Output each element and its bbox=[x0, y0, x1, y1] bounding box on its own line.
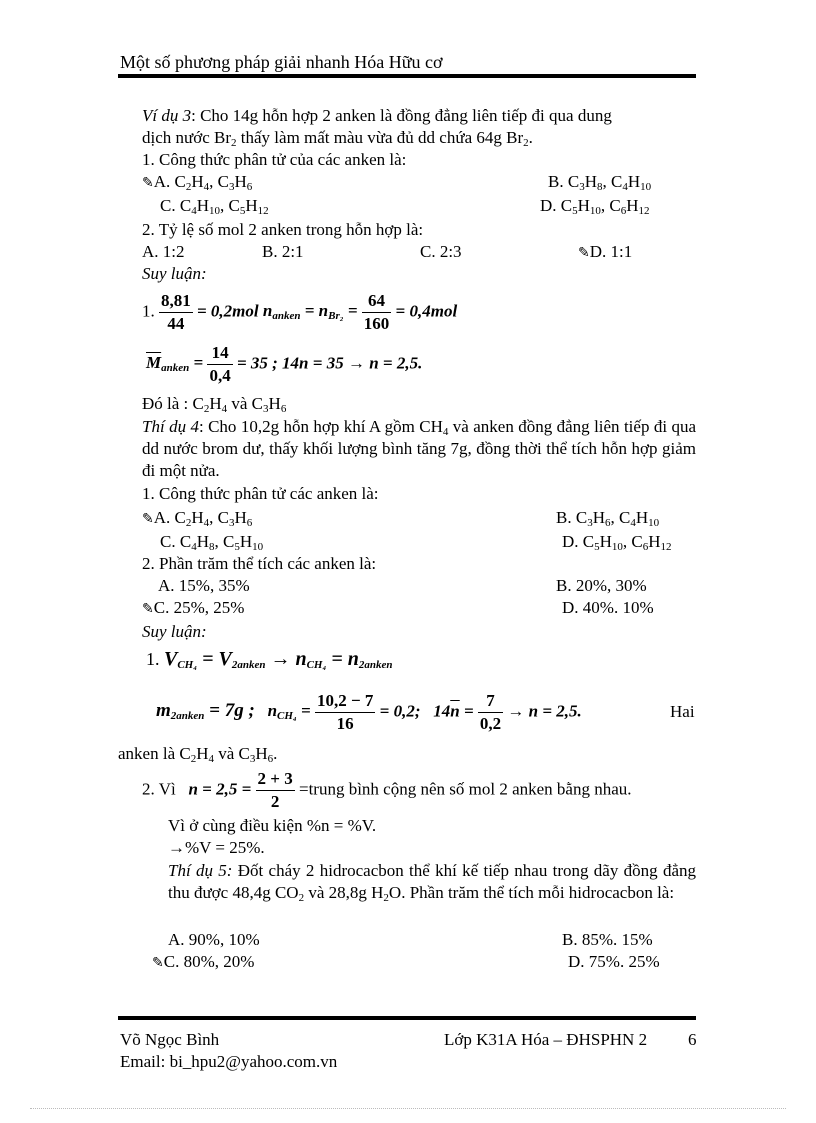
ex3-intro-a: : Cho 14g hỗn hợp 2 anken là đồng đẳng liên tiếp đi qua dung bbox=[191, 106, 612, 125]
ex4-solution-label: Suy luận: bbox=[142, 622, 207, 641]
ex4-q2: 2. Phần trăm thể tích các anken là: bbox=[142, 554, 377, 573]
ex4-q2-b: B. 20%, 30% bbox=[556, 576, 647, 595]
ex4-math-line1: 1. $V_{CH_4} = V_{2anken} \to n_{CH_4} = n_{2anken}$ bbox=[146, 648, 393, 671]
ex3-q2-d: ✎D. 1:1 bbox=[578, 242, 633, 261]
page-edge-divider bbox=[30, 1108, 786, 1109]
ex3-q2-a: A. 1:2 bbox=[142, 242, 185, 261]
ex4-q2-d: D. 40%. 10% bbox=[562, 598, 654, 617]
footer-email: Email: bi_hpu2@yahoo.com.vn bbox=[120, 1052, 338, 1071]
ex4-result: →%V = 25%. bbox=[168, 838, 265, 857]
pen-pointer-icon: ✎ bbox=[142, 511, 154, 527]
ex4-two-anken: anken là $C_2H_4$ và $C_3H_6$. bbox=[118, 744, 278, 765]
ex4-q1-b: B. $C_3H_6$, $C_4H_{10}$ bbox=[556, 508, 660, 529]
ex3-q2-c: C. 2:3 bbox=[420, 242, 462, 261]
ex5-a: A. 90%, 10% bbox=[168, 930, 260, 949]
ex3-intro-b2: thấy làm mất màu vừa đủ dd chứa 64g Br bbox=[236, 128, 524, 147]
ex5-b: B. 85%. 15% bbox=[562, 930, 653, 949]
ex5-d: D. 75%. 25% bbox=[568, 952, 660, 971]
pen-pointer-icon: ✎ bbox=[578, 245, 590, 261]
footer-rule bbox=[118, 1016, 696, 1020]
ex4-same-cond: Vì ở cùng điều kiện %n = %V. bbox=[168, 816, 377, 835]
footer-author: Võ Ngọc Bình bbox=[120, 1030, 220, 1049]
ex4-q1-c: C. $C_4H_8$, $C_5H_{10}$ bbox=[160, 532, 264, 553]
header-rule bbox=[118, 74, 696, 78]
ex5-intro: Thí dụ 5: Đốt cháy 2 hidrocacbon thể khí kế tiếp nhau trong dãy đồng đẳng thu được 48,4g $CO_2$ và 28,8g $H_2O$. Phần trăm thể tích mỗi hidrocacbon là: bbox=[168, 861, 696, 904]
ex3-q2-b: B. 2:1 bbox=[262, 242, 304, 261]
ex3-intro-b1: dịch nước Br bbox=[142, 128, 232, 147]
pen-pointer-icon: ✎ bbox=[152, 955, 164, 971]
ex3-q1: 1. Công thức phân tử của các anken là: bbox=[142, 150, 407, 169]
ex3-q1-c: C. $C_4H_{10}$, $C_5H_{12}$ bbox=[160, 196, 269, 217]
ex4-step2: 2. Vì n = 2,5 = $\frac{2 + 3}{2}$ =trung bình cộng nên số mol 2 anken bằng nhau. bbox=[142, 769, 632, 811]
ex3-conclusion: Đó là : $C_2H_4$ và $C_3H_6$ bbox=[142, 394, 287, 415]
footer-class-info: Lớp K31A Hóa – ĐHSPHN 2 bbox=[444, 1030, 648, 1049]
footer-page-number: 6 bbox=[688, 1030, 697, 1049]
page-header-title: Một số phương pháp giải nhanh Hóa Hữu cơ bbox=[120, 52, 443, 72]
ex4-q2-a: A. 15%, 35% bbox=[158, 576, 250, 595]
ex4-hai: Hai bbox=[670, 702, 695, 721]
ex4-q1: 1. Công thức phân tử các anken là: bbox=[142, 484, 379, 503]
ex4-q1-a: ✎A. $C_2H_4$, $C_3H_6$ bbox=[142, 508, 253, 529]
ex3-intro bbox=[142, 106, 698, 126]
ex3-q1-a: ✎A. $C_2H_4$, $C_3H_6$ bbox=[142, 172, 253, 193]
ex3-title: Ví dụ 3 bbox=[142, 106, 192, 125]
ex3-q2: 2. Tỷ lệ số mol 2 anken trong hỗn hợp là: bbox=[142, 220, 424, 239]
pen-pointer-icon: ✎ bbox=[142, 175, 154, 191]
ex3-q1-b: B. $C_3H_8$, $C_4H_{10}$ bbox=[548, 172, 652, 193]
pen-pointer-icon: ✎ bbox=[142, 601, 154, 617]
ex3-solution-label: Suy luận: bbox=[142, 264, 207, 283]
ex3-math-line1: 1. $\frac{8,81}{44}$ = 0,2mol $n_{anken} = n_{Br_2}$ = $\frac{64}{160}$ = 0,4mol bbox=[142, 291, 458, 333]
ex5-c: ✎C. 80%, 20% bbox=[152, 952, 255, 971]
ex3-q1-d: D. $C_5H_{10}$, $C_6H_{12}$ bbox=[540, 196, 650, 217]
ex4-math-line2: $m_{2anken} = 7g$ ; $n_{CH_4}$ = $\frac{10,2 - 7}{16}$ = 0,2; $14\overline{n}$ = $\frac{7}{0,2}$ → n = 2,5. bbox=[156, 691, 582, 733]
ex4-q2-c: ✎C. 25%, 25% bbox=[142, 598, 245, 617]
ex4-q1-d: D. $C_5H_{10}$, $C_6H_{12}$ bbox=[562, 532, 672, 553]
ex3-intro-line2: dịch nước $Br_2$ thấy làm mất màu vừa đủ dd chứa 64g $Br_2$. bbox=[142, 128, 533, 149]
ex3-math-line2: $\overline{M}_{anken}$ = $\frac{14}{0,4}$ = 35 ; 14n = 35 → n = 2,5. bbox=[146, 343, 423, 385]
ex4-intro: Thí dụ 4: Cho 10,2g hỗn hợp khí A gồm $CH_4$ và anken đồng đẳng liên tiếp đi qua dd nước brom dư, thấy khối lượng bình tăng 7g, đồng thời thể tích hỗn hợp giảm đi một nửa. bbox=[142, 417, 696, 480]
